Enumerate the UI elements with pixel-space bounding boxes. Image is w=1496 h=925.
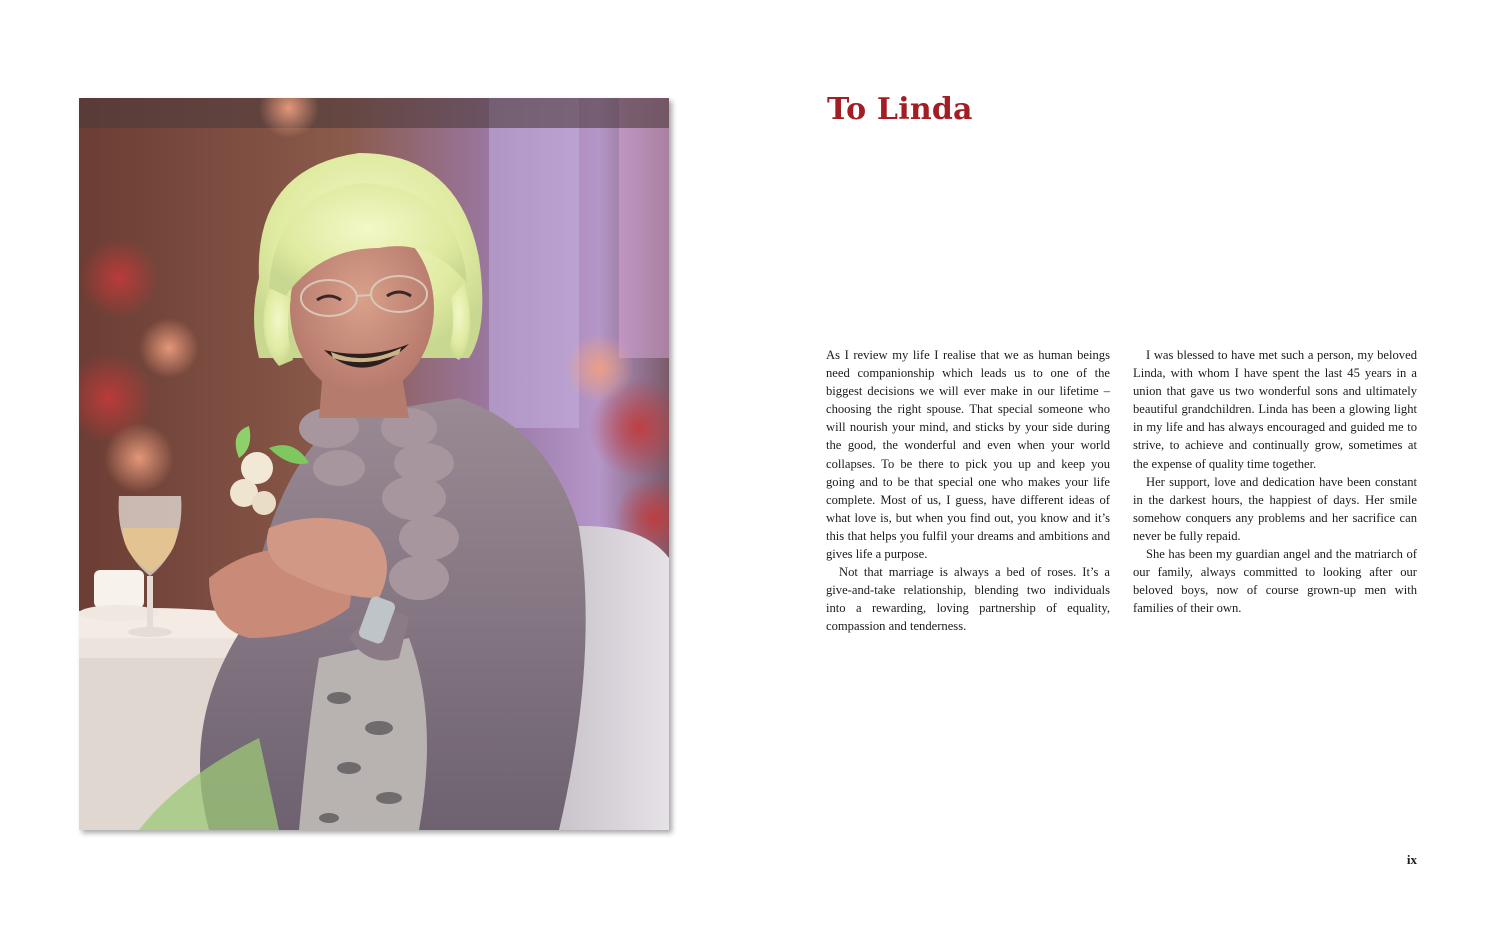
paragraph: Her support, love and dedication have been constant in the darkest hours, the happiest of days. Her smile somehow conquers any problems and her sacrifice can never be fully repaid.	[1133, 474, 1417, 543]
paragraph: I was blessed to have met such a person, my beloved Linda, with whom I have spent the last 45 years in a union that gave us two wonderful sons and ultimately beautiful grandchildren. Linda has been a glowing light in my life and has always encouraged and guided me to strive, to achieve and continually grow, sometimes at the expense of quality time together.	[1133, 348, 1417, 471]
page-number: ix	[1406, 852, 1417, 867]
paragraph: She has been my guardian angel and the matriarch of our family, always committed to looking after our beloved boys, now of course grown-up men with families of their own.	[1133, 547, 1417, 616]
text-column-right	[1133, 346, 1417, 617]
paragraph: Not that marriage is always a bed of roses. It’s a give-and-take relationship, blending two individuals into a rewarding, loving partnership of equality, compassion and tenderness.	[826, 565, 1110, 634]
page-title: To Linda	[827, 92, 973, 127]
portrait-photo-illustration	[79, 98, 669, 830]
text-column-left	[826, 346, 1110, 636]
portrait-photo	[79, 98, 669, 830]
paragraph: As I review my life I realise that we as human beings need companionship which leads us to one of the biggest decisions we will ever make in our lifetime – choosing the right spouse. That special someone who will nourish your mind, and sticks by your side during the good, the wonderful and even when your world collapses. To be there to pick you up and keep you going and to be that special one who makes your life complete. Most of us, I guess, have different ideas of what love is, but when you find out, you know and it’s this that helps you fulfil your dreams and ambitions and gives life a purpose.	[826, 348, 1110, 562]
